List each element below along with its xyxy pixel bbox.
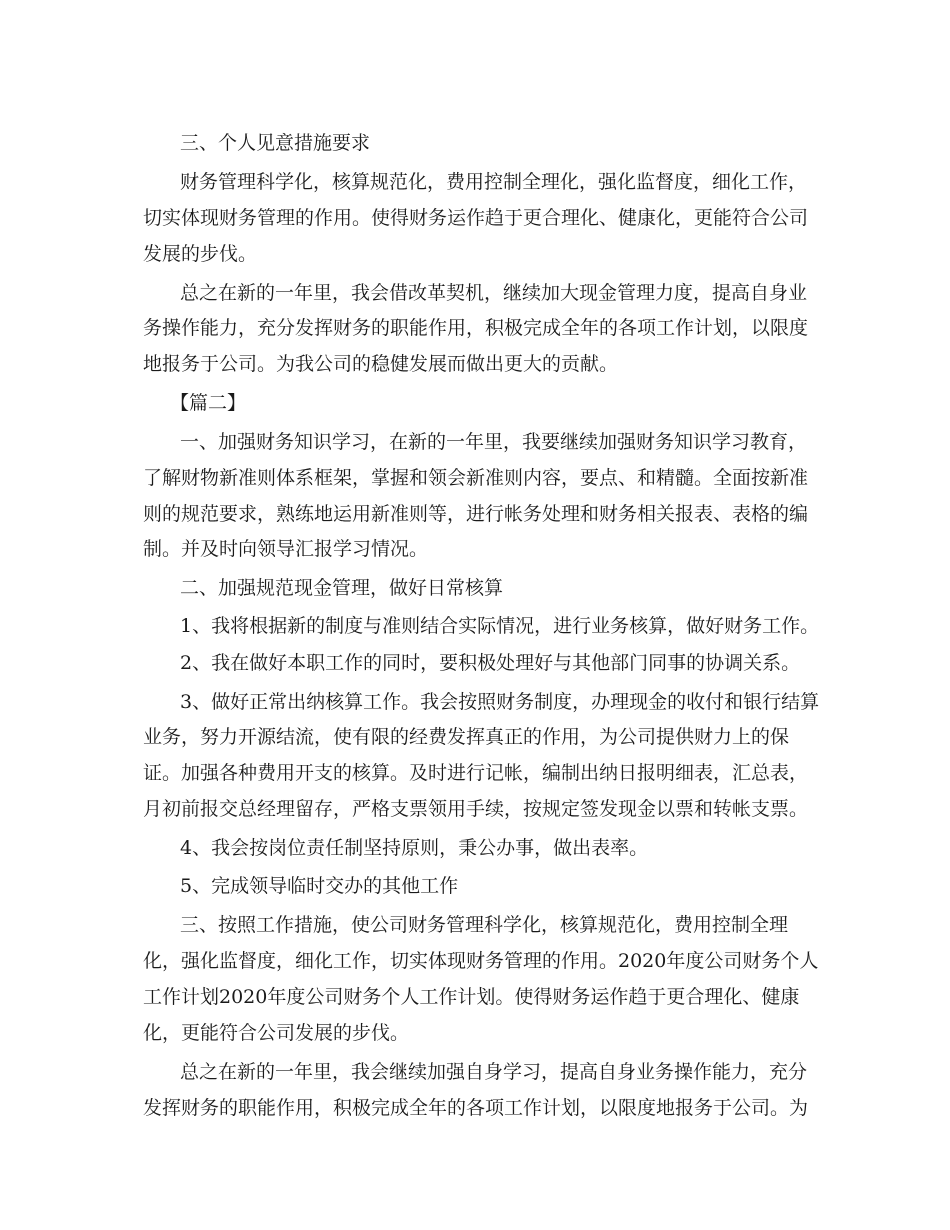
text-line: 工作计划2020年度公司财务个人工作计划。使得财务运作趋于更合理化、健康 xyxy=(143,986,800,1008)
text-line: 切实体现财务管理的作用。使得财务运作趋于更合理化、健康化，更能符合公司 xyxy=(143,207,809,229)
text-line: 总之在新的一年里，我会借改革契机，继续加大现金管理力度，提高自身业 xyxy=(180,282,808,304)
text-line: 地报务于公司。为我公司的稳健发展而做出更大的贡献。 xyxy=(143,353,619,375)
text-line: 总之在新的一年里，我会继续加强自身学习，提高自身业务操作能力，充分 xyxy=(180,1061,808,1083)
text-line: 了解财物新准则体系框架，掌握和领会新准则内容，要点、和精髓。全面按新准 xyxy=(143,467,809,489)
text-line: 化，强化监督度，细化工作，切实体现财务管理的作用。2020年度公司财务个人 xyxy=(143,950,819,972)
text-line: 一、加强财务知识学习，在新的一年里，我要继续加强财务知识学习教育， xyxy=(180,431,808,453)
text-line: 化，更能符合公司发展的步伐。 xyxy=(143,1022,410,1044)
section-heading-cash-management: 二、加强规范现金管理，做好日常核算 xyxy=(180,577,504,599)
list-item: 3、做好正常出纳核算工作。我会按照财务制度，办理现金的收付和银行结算 xyxy=(180,691,820,713)
list-item: 2、我在做好本职工作的同时，要积极处理好与其他部门同事的协调关系。 xyxy=(180,652,801,674)
text-line: 证。加强各种费用开支的核算。及时进行记帐，编制出纳日报明细表，汇总表， xyxy=(143,762,809,784)
text-line: 月初前报交总经理留存，严格支票领用手续，按规定签发现金以票和转帐支票。 xyxy=(143,798,809,820)
list-item: 4、我会按岗位责任制坚持原则，秉公办事，做出表率。 xyxy=(180,837,649,859)
text-line: 业务，努力开源结流，使有限的经费发挥真正的作用，为公司提供财力上的保 xyxy=(143,726,790,748)
text-line: 发挥财务的职能作用，积极完成全年的各项工作计划，以限度地报务于公司。为 xyxy=(143,1097,809,1119)
text-line: 制。并及时向领导汇报学习情况。 xyxy=(143,538,429,560)
text-line: 三、按照工作措施，使公司财务管理科学化，核算规范化，费用控制全理 xyxy=(180,914,789,936)
list-item: 1、我将根据新的制度与准则结合实际情况，进行业务核算，做好财务工作。 xyxy=(180,615,820,637)
section-heading-personal-opinion: 三、个人见意措施要求 xyxy=(180,132,371,154)
chapter-heading-part-two: 【篇二】 xyxy=(170,392,247,414)
text-line: 财务管理科学化，核算规范化，费用控制全理化，强化监督度，细化工作， xyxy=(180,171,808,193)
text-line: 发展的步伐。 xyxy=(143,243,258,265)
list-item: 5、完成领导临时交办的其他工作 xyxy=(180,875,459,897)
text-line: 则的规范要求，熟练地运用新准则等，进行帐务处理和财务相关报表、表格的编 xyxy=(143,503,809,525)
text-line: 务操作能力，充分发挥财务的职能作用，积极完成全年的各项工作计划，以限度 xyxy=(143,317,809,339)
